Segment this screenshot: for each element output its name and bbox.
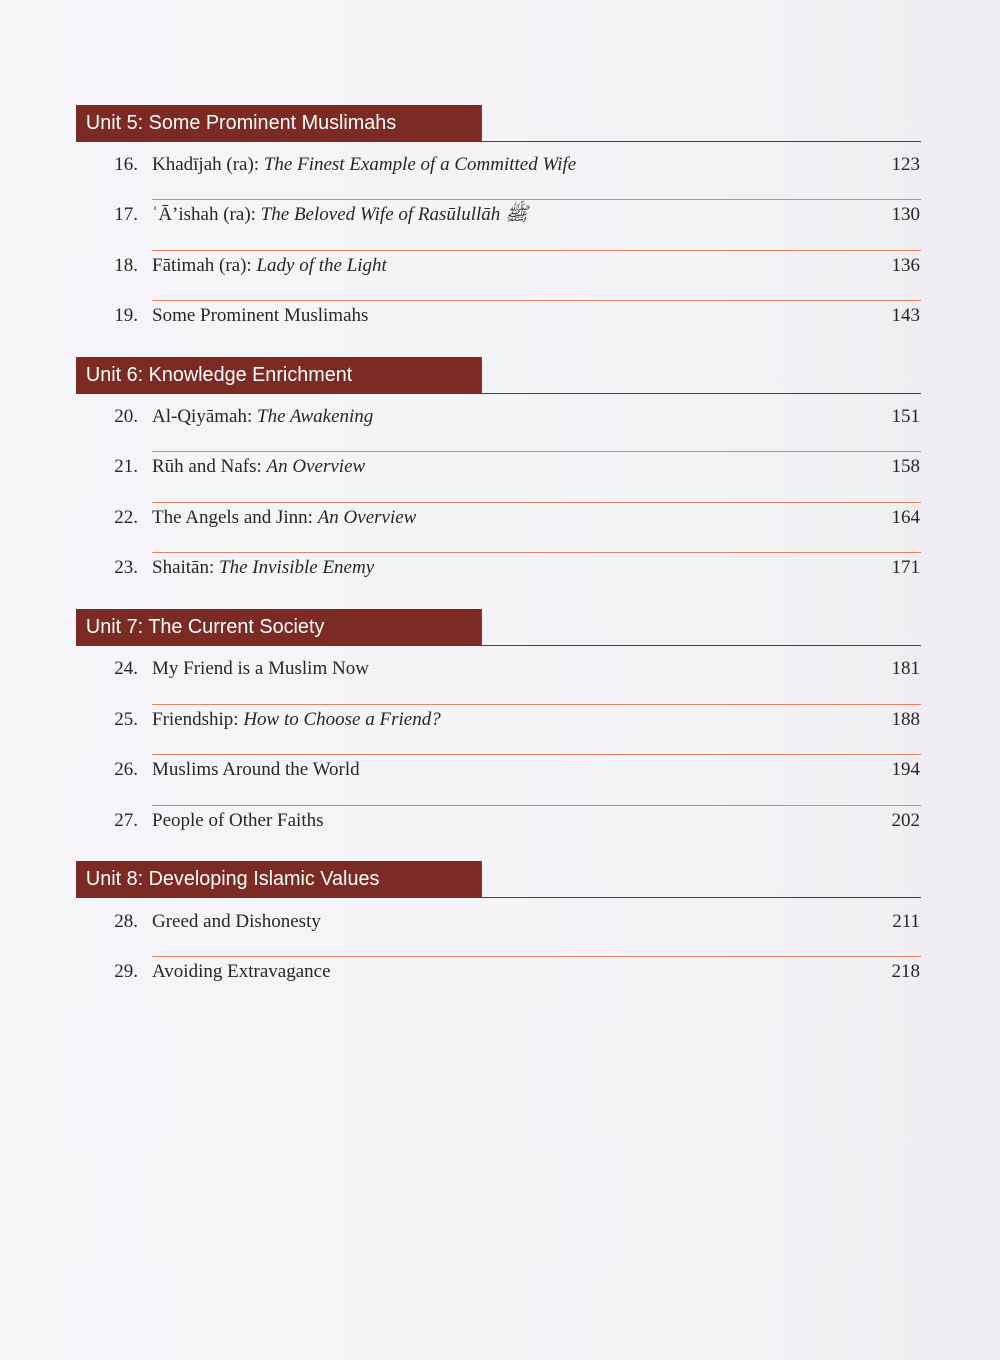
entry-rule <box>152 451 921 452</box>
entry-number: 24. <box>114 658 138 679</box>
entry-rule <box>152 502 921 503</box>
entry-number: 25. <box>114 709 138 730</box>
entry-rule <box>152 300 921 301</box>
toc-entry[interactable] <box>0 754 1000 804</box>
entry-title <box>152 959 331 985</box>
toc-entry[interactable] <box>0 502 1000 552</box>
entry-rule <box>152 552 921 553</box>
entry-page-number: 218 <box>891 961 920 982</box>
entry-rule <box>152 199 921 200</box>
entry-number: 20. <box>114 406 138 427</box>
entry-number: 26. <box>114 759 138 780</box>
entry-number: 21. <box>114 456 138 477</box>
entry-title-main: The Angels and Jinn: <box>152 507 318 528</box>
entry-page-number: 202 <box>891 810 920 831</box>
entry-title-subtitle: Lady of the Light <box>256 255 387 276</box>
entry-title-main: Al-Qiyāmah: <box>152 406 258 427</box>
entry-title-subtitle: An Overview <box>317 507 417 528</box>
entry-number: 28. <box>114 911 138 932</box>
entry-title-main: My Friend is a Muslim Now <box>152 658 369 679</box>
entry-page-number: 171 <box>891 557 920 578</box>
entry-title <box>152 303 368 329</box>
entry-page-number: 164 <box>891 507 920 528</box>
entry-number: 19. <box>114 305 138 326</box>
entry-title <box>152 757 360 783</box>
unit-rule <box>76 141 921 142</box>
entry-page-number: 136 <box>891 255 920 276</box>
toc-entry[interactable] <box>0 805 1000 855</box>
entry-title-main: People of Other Faiths <box>152 810 324 831</box>
entry-number: 27. <box>114 810 138 831</box>
entry-title-main: Avoiding Extravagance <box>152 961 331 982</box>
entry-title <box>152 202 528 228</box>
entry-number: 17. <box>114 204 138 225</box>
entry-page-number: 151 <box>891 406 920 427</box>
entry-number: 22. <box>114 507 138 528</box>
toc-entry[interactable] <box>0 401 1000 451</box>
entry-page-number: 211 <box>892 911 920 932</box>
toc-entry[interactable] <box>0 250 1000 300</box>
entry-number: 18. <box>114 255 138 276</box>
entry-title-subtitle: The Beloved Wife of Rasūlullāh ﷺ <box>260 204 528 225</box>
toc-entry[interactable] <box>0 199 1000 249</box>
entry-rule <box>152 956 921 957</box>
entry-title <box>152 253 387 279</box>
entry-title-main: Muslims Around the World <box>152 759 360 780</box>
unit-rule <box>76 393 921 394</box>
entry-title-main: ʿĀ’ishah (ra): <box>152 204 261 225</box>
entry-title-main: Shaitān: <box>152 557 220 578</box>
entry-number: 16. <box>114 154 138 175</box>
entry-title-subtitle: An Overview <box>266 456 366 477</box>
entry-title <box>152 454 365 480</box>
toc-entry[interactable] <box>0 451 1000 501</box>
entry-title <box>152 656 369 682</box>
unit-heading: Unit 8: Developing Islamic Values <box>76 861 482 897</box>
entry-page-number: 143 <box>891 305 920 326</box>
entry-page-number: 181 <box>891 658 920 679</box>
entry-title-subtitle: How to Choose a Friend? <box>243 709 441 730</box>
entry-title <box>152 505 416 531</box>
entry-title-subtitle: The Invisible Enemy <box>219 557 375 578</box>
entry-page-number: 194 <box>891 759 920 780</box>
entry-page-number: 158 <box>891 456 920 477</box>
unit-rule <box>76 645 921 646</box>
toc-entry[interactable] <box>0 149 1000 199</box>
entry-rule <box>152 250 921 251</box>
toc-entry[interactable] <box>0 956 1000 1006</box>
entry-title-subtitle: The Finest Example of a Committed Wife <box>263 154 577 175</box>
unit-heading: Unit 5: Some Prominent Muslimahs <box>76 105 482 141</box>
entry-title <box>152 404 373 430</box>
unit-heading: Unit 7: The Current Society <box>76 609 482 645</box>
entry-rule <box>152 754 921 755</box>
toc-entry[interactable] <box>0 552 1000 602</box>
entry-title-subtitle: The Awakening <box>257 406 374 427</box>
entry-page-number: 123 <box>891 154 920 175</box>
toc-entry[interactable] <box>0 300 1000 350</box>
entry-title <box>152 152 576 178</box>
unit-heading: Unit 6: Knowledge Enrichment <box>76 357 482 393</box>
entry-rule <box>152 704 921 705</box>
entry-title-main: Khadījah (ra): <box>152 154 264 175</box>
entry-title <box>152 909 321 935</box>
toc-entry[interactable] <box>0 653 1000 703</box>
unit-rule <box>76 897 921 898</box>
entry-title <box>152 555 374 581</box>
entry-title <box>152 707 441 733</box>
entry-number: 23. <box>114 557 138 578</box>
entry-rule <box>152 805 921 806</box>
entry-title-main: Rūh and Nafs: <box>152 456 267 477</box>
entry-title-main: Some Prominent Muslimahs <box>152 305 369 326</box>
entry-page-number: 130 <box>891 204 920 225</box>
entry-title-main: Greed and Dishonesty <box>152 911 321 932</box>
entry-title-main: Fātimah (ra): <box>152 255 257 276</box>
entry-title <box>152 808 324 834</box>
toc-entry[interactable] <box>0 906 1000 956</box>
entry-page-number: 188 <box>891 709 920 730</box>
entry-number: 29. <box>114 961 138 982</box>
toc-entry[interactable] <box>0 704 1000 754</box>
entry-title-main: Friendship: <box>152 709 244 730</box>
